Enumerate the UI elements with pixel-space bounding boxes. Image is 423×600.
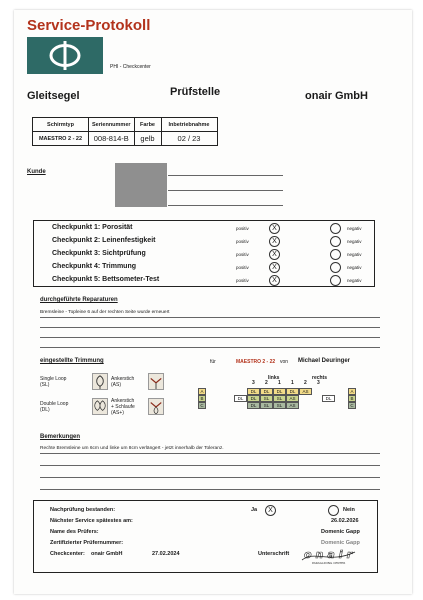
trim-column-number: 1 [278,380,281,386]
checkpoint-row [52,224,372,236]
positive-label: positiv [236,252,249,257]
station-label: Prüfstelle [170,86,221,98]
remarks-line [40,453,380,454]
phi-logo-icon [27,37,103,74]
remarks-text: Rechte Bremsleine um 6cm und linke um 8cm verlängert - jetzt innerhalb der Toleranz. [40,446,224,451]
anchor-stitch-icon [148,373,164,390]
trim-column-number: 2 [265,380,268,386]
row-letter-right: B [348,395,356,402]
customer-label: Kunde [27,169,46,175]
checkpoint-row [52,250,372,262]
trim-cell: DL [273,388,286,395]
customer-line [168,190,283,191]
checkpoint-row [52,263,372,275]
double-loop-icon [92,398,108,415]
next-service-date: 26.02.2026 [331,518,359,524]
yes-label: Ja [251,507,258,513]
positive-checkbox[interactable]: X [269,262,280,273]
row-letter-right: C [348,402,356,409]
header-cell: Farbe [134,118,161,132]
trim-cell: DL [247,388,260,395]
page-title: Service-Protokoll [27,17,151,34]
inspector-name: Domenic Gapp [321,529,360,535]
negative-checkbox[interactable] [330,249,341,260]
checkpoint-row [52,237,372,249]
row-letter-left: B [198,395,206,402]
negative-label: negativ [347,278,362,283]
passed-label: Nachprüfung bestanden: [50,507,116,513]
repairs-label: durchgeführte Reparaturen [40,297,118,303]
legend-line: + Schlaufe [111,404,135,410]
trim-cell: SL [260,402,273,409]
checkcenter-name: onair GmbH [91,551,123,557]
legend-line: (AS) [111,382,121,388]
checkpoint-name: Checkpunkt 4: Trimmung [52,263,137,270]
customer-line [168,205,283,206]
trim-cell: SL [273,395,286,402]
legend-line: (DL) [40,407,50,413]
positive-label: positiv [236,278,249,283]
negative-checkbox[interactable] [330,223,341,234]
checkcenter-date: 27.02.2024 [152,551,180,557]
model-cell: MAESTRO 2 - 22 [33,132,89,146]
legend-double-loop [40,401,68,413]
positive-label: positiv [236,226,249,231]
negative-label: negativ [347,252,362,257]
legend-line: (AS+) [111,410,124,416]
certified-value: Domenic Gapp [321,540,360,546]
trim-cell: AS [286,402,299,409]
trim-cell: AS [286,395,299,402]
svg-text:onair: onair [304,548,352,561]
single-loop-icon [92,373,108,390]
trim-cell: SL [260,395,273,402]
serial-cell: 008-814-B [89,132,135,146]
trim-label: eingestellte Trimmung [40,358,104,364]
legend-line: (SL) [40,382,50,388]
row-letter-left: A [198,388,206,395]
legend-anchor-stitch [111,376,134,388]
remarks-line [40,489,380,490]
logo-caption: PHI - Checkcenter [110,64,151,70]
no-label: Nein [343,507,355,513]
positive-checkbox[interactable]: X [269,223,280,234]
header-cell: Seriennummer [89,118,135,132]
trim-for-label: für [210,359,216,365]
remarks-label: Bemerkungen [40,434,81,440]
trim-cell: SL [273,402,286,409]
checkcenter-label: Checkcenter: [50,551,85,557]
negative-label: negativ [347,226,362,231]
negative-checkbox[interactable] [330,262,341,273]
repairs-line [40,317,380,318]
commission-cell: 02 / 23 [161,132,217,146]
repairs-text: Bremsleine - Topleine 6 auf der rechten Seite wurde erneuert [40,310,170,315]
negative-checkbox[interactable] [330,236,341,247]
trim-column-number: 1 [291,380,294,386]
trim-cell: DL [286,388,299,395]
positive-checkbox[interactable]: X [269,236,280,247]
trim-model: MAESTRO 2 - 22 [236,359,276,365]
trim-by-label: von [280,359,289,365]
redacted-block [115,163,167,207]
positive-label: positiv [236,265,249,270]
trim-cell: DL [234,395,247,402]
legend-anchor-loop [111,398,135,416]
company-name: onair GmbH [305,90,368,102]
legend-single-loop [40,376,66,388]
trim-column-number: 3 [317,380,320,386]
legend-line: Double Loop [40,401,69,407]
trim-column-number: 2 [304,380,307,386]
trim-person: Michael Deuringer [298,358,351,364]
stamp-text: PARAGLIDING CENTER [312,561,346,565]
negative-label: negativ [347,265,362,270]
left-side-label: links [268,375,280,381]
repairs-line [40,327,380,328]
positive-checkbox[interactable]: X [269,249,280,260]
header-cell: Inbetriebnahme [161,118,217,132]
glider-label: Gleitsegel [27,90,80,102]
color-cell: gelb [134,132,161,146]
trim-column-number: 3 [252,380,255,386]
certified-label: Zertifizierter Prüfernummer: [50,540,124,546]
legend-line: Single Loop [40,376,67,382]
customer-line [168,175,283,176]
positive-checkbox[interactable]: X [269,275,280,286]
trim-cell: AS [299,388,312,395]
canopy-table [32,117,218,146]
signature-stamp [300,546,358,566]
trim-cell: DL [322,395,335,402]
negative-label: negativ [347,239,362,244]
checkpoint-name: Checkpunkt 3: Sichtprüfung [52,250,146,257]
right-side-label: rechts [312,375,328,381]
anchor-loop-icon [148,398,164,415]
trim-cell: DL [247,402,260,409]
positive-label: positiv [236,239,249,244]
row-letter-left: C [198,402,206,409]
trim-cell: DL [247,395,260,402]
checkpoint-name: Checkpunkt 5: Bettsometer-Test [52,276,160,283]
row-letter-right: A [348,388,356,395]
inspector-label: Name des Prüfers: [50,529,99,535]
next-service-label: Nächster Service spätestes am: [50,518,133,524]
header-cell: Schirmtyp [33,118,89,132]
yes-checkbox[interactable]: X [265,505,276,516]
checkpoint-name: Checkpunkt 2: Leinenfestigkeit [52,237,156,244]
checkpoint-row [52,276,372,288]
repairs-line [40,337,380,338]
signature-label: Unterschrift [258,551,290,557]
repairs-line [40,347,380,348]
trim-cell: DL [260,388,273,395]
remarks-line [40,477,380,478]
no-checkbox[interactable] [328,505,339,516]
legend-line: Ankerstich [111,376,135,382]
remarks-line [40,465,380,466]
checkpoint-name: Checkpunkt 1: Porosität [52,224,133,231]
negative-checkbox[interactable] [330,275,341,286]
legend-line: Ankerstich [111,398,135,404]
